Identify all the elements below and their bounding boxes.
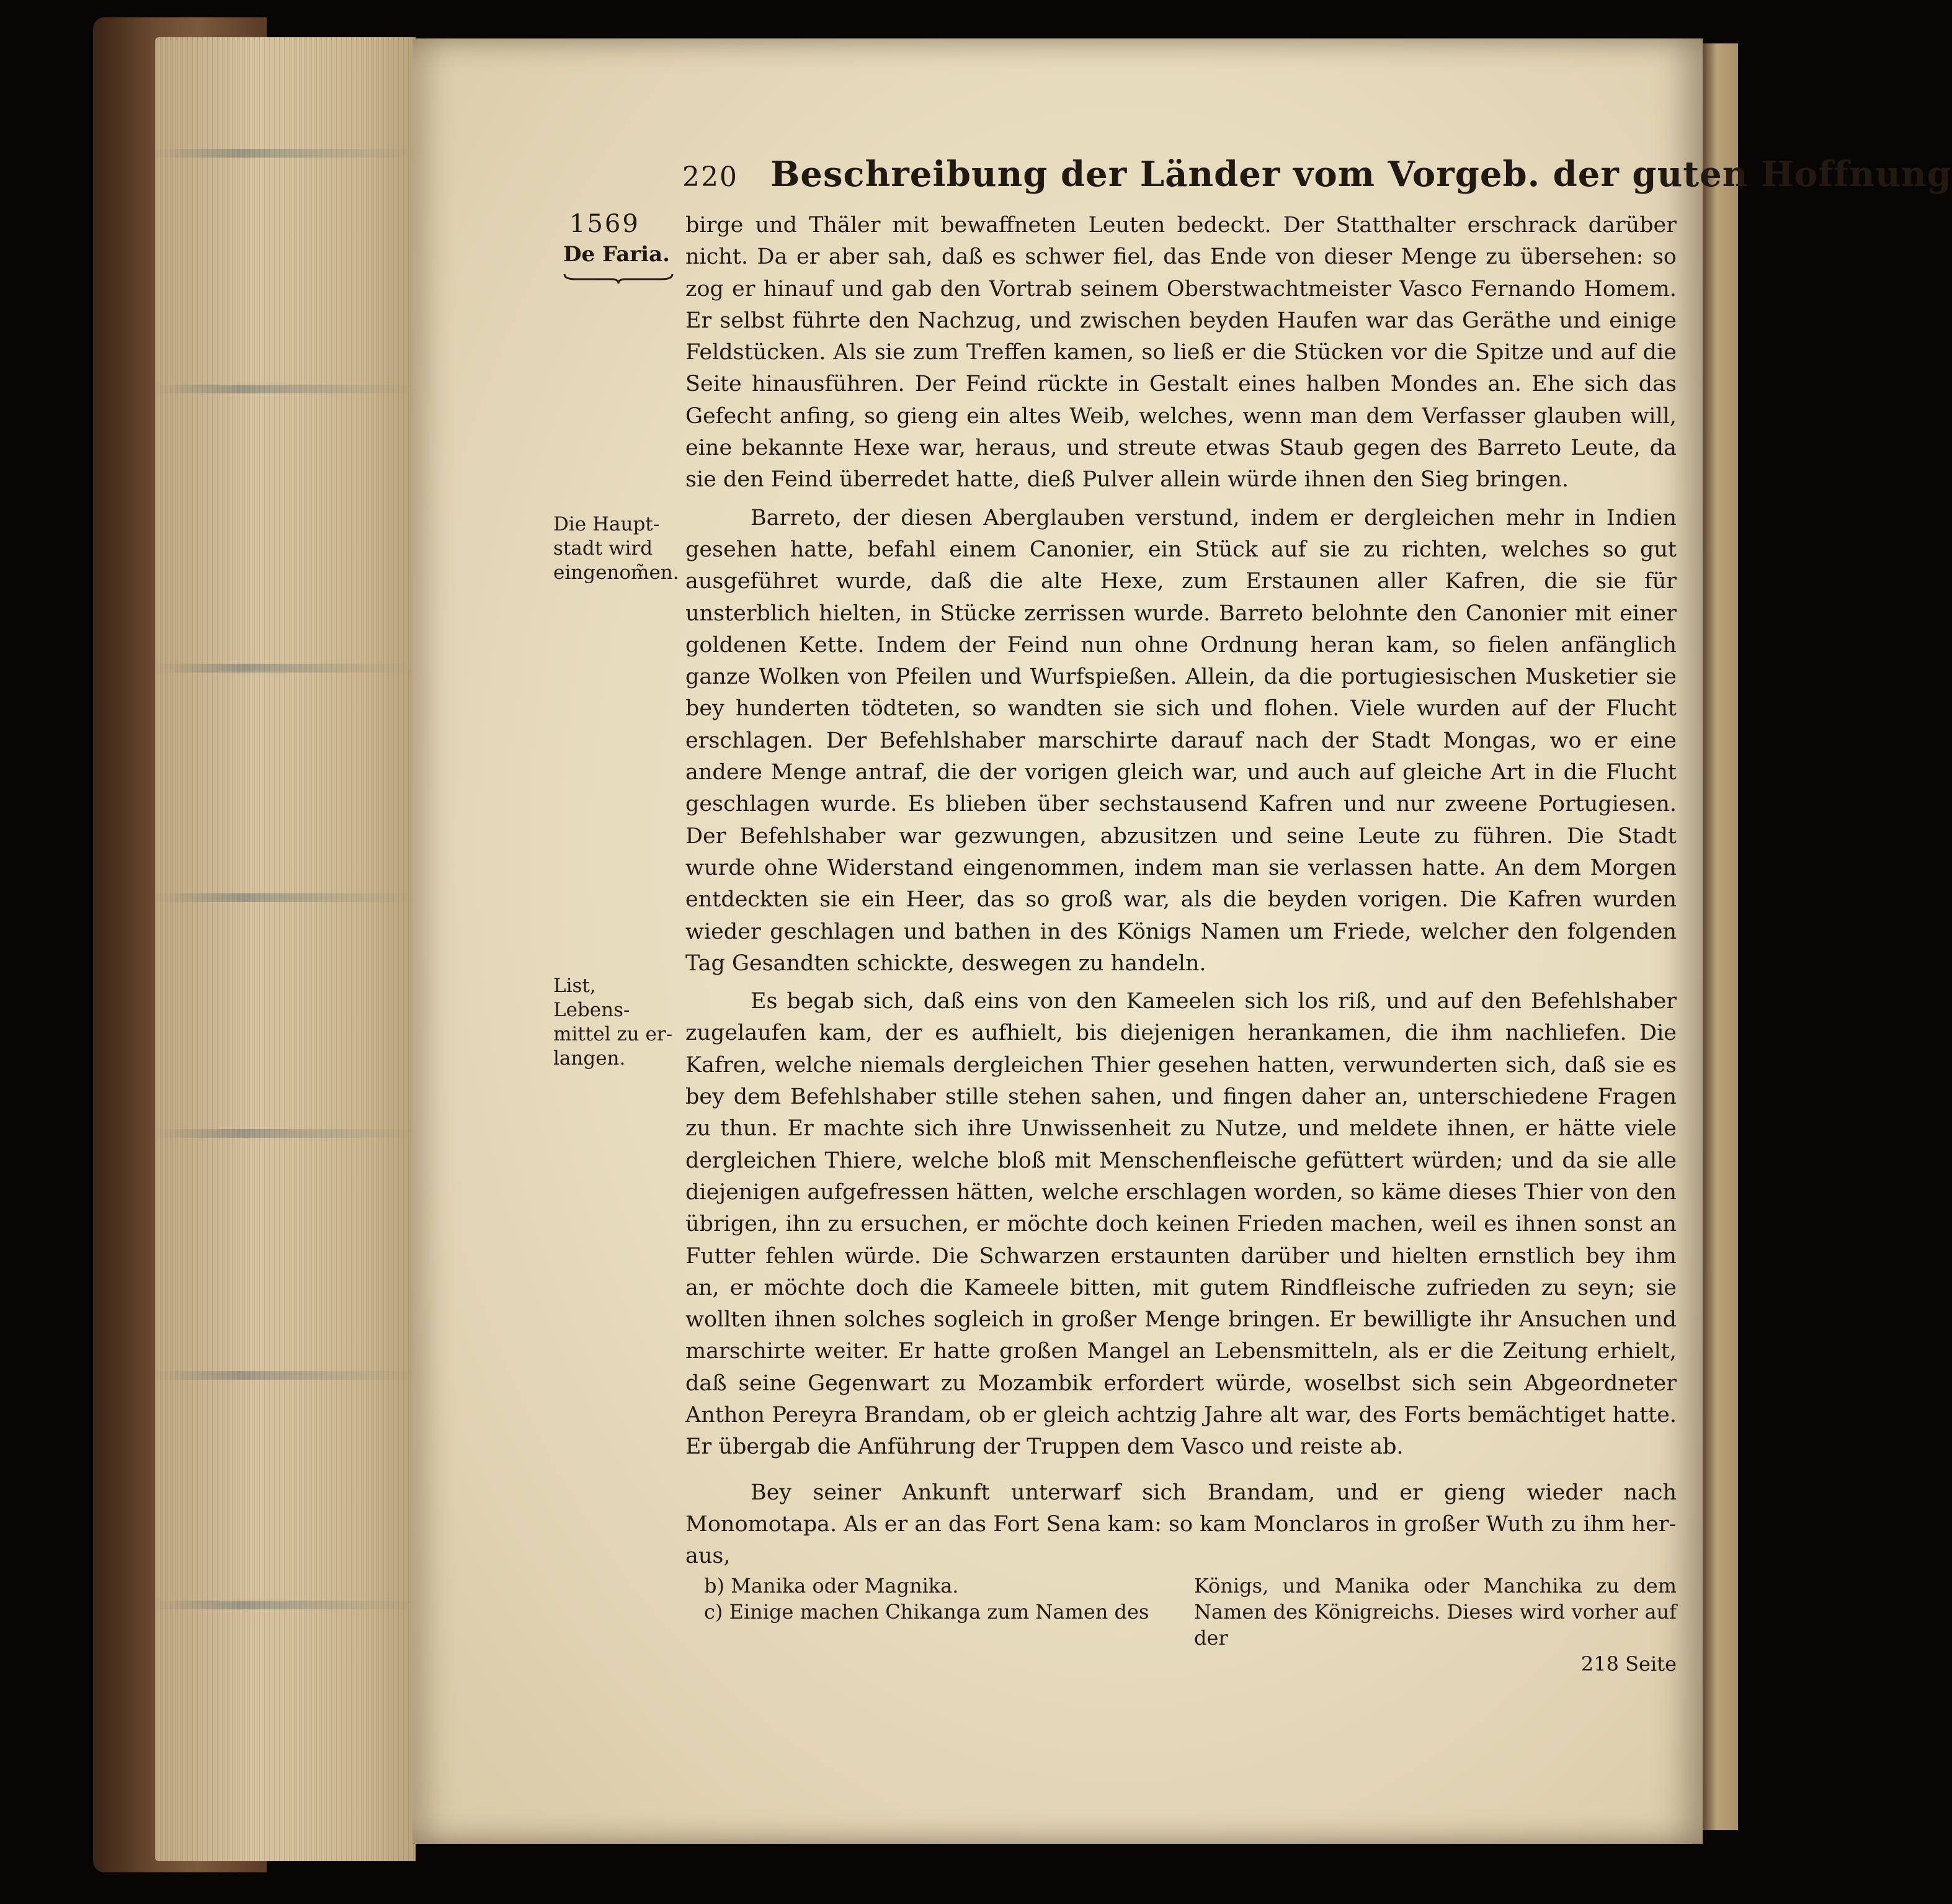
footnote-c-continued: Königs, und Manika oder Manchika zu dem Namen des Königreichs. Dieses wird vorher auf der (1194, 1574, 1677, 1650)
signature-line: 218 Seite (1580, 1652, 1677, 1676)
page-edge-stain (155, 664, 416, 673)
footnote-b: b) Manika oder Magnika. (704, 1574, 959, 1598)
paragraph: Bey seiner Ankunft unterwarf sich Brandam, und er gieng wieder nach Monomotapa. Als er an das Fort Sena kam: so kam Monclaros in großer Wuth zu ihm her- (685, 1480, 1677, 1537)
paragraph: birge und Thäler mit bewaffneten Leuten bedeckt. Der Statthalter erschrack darüber nicht. Da er aber sah, daß es schwer fiel, das Ende von dieser Menge zu übersehen: so zog er hinauf und gab den Vortrab seinem Oberstwachtmeister Vasco Fernando Homem. Er selbst führte den Nachzug, und zwischen beyden Haufen war das Geräthe und einige Feldstücken. Als sie zum Treffen kamen, so ließ er die Stücken vor die Spitze und auf die Seite hinausführen. Der Feind rückte in Gestalt eines halben Mondes an. Ehe sich das Gefecht anfing, so gieng ein altes Weib, welches, wenn man dem Verfasser glauben will, eine bekannte Hexe war, heraus, und streute etwas Staub gegen des Barreto Leute, da sie den Feind überredet hatte, dieß Pulver allein würde ihnen den Sieg bringen. (685, 213, 1677, 493)
page-header (682, 154, 1952, 203)
margin-note-provisions: List, Lebens-mittel zu er-langen. (553, 975, 673, 1070)
catchword: aus, (685, 1544, 731, 1569)
facing-page-edge (1703, 43, 1738, 1830)
footnotes-left-column (704, 1573, 1175, 1625)
margin-year: 1569 (569, 210, 640, 238)
page-edge-stain (155, 1371, 416, 1380)
page-number: 220 (682, 161, 738, 193)
page-edge-stain (155, 1129, 416, 1138)
main-text (685, 210, 1677, 1572)
page-edge-stain (155, 149, 416, 158)
footnotes-right-column (1194, 1573, 1677, 1677)
paragraph: Es begab sich, daß eins von den Kameelen sich los riß, und auf den Befehlshaber zugelaufen kam, der es aufhielt, bis diejenigen herankamen, die ihm nachliefen. Die Kafren, welche niemals dergleichen Thier gesehen hatten, verwunderten sich, daß sie es bey dem Befehlshaber stille stehen sahen, und fingen daher an, unterschiedene Fragen zu thun. Er machte sich ihre Unwissenheit zu Nutze, und meldete ihnen, er hätte viele dergleichen Thiere, welche bloß mit Menschenfleische gefüttert würden; und da sie alle diejenigen aufgefressen hätten, welche erschlagen worden, so käme dieses Thier von den übrigen, ihn zu ersuchen, er möchte doch keinen Frieden machen, weil es ihnen sonst an Futter fehlen würde. Die Schwarzen erstaunten darüber und hielten ernstlich bey ihm an, er möchte doch die Kameele bitten, mit gutem Rindfleische zufrieden zu seyn; sie wollten ihnen solches sogleich in großer Menge bringen. Er bewilligte ihr Ansuchen und marschirte weiter. Er hatte großen Mangel an Lebensmitteln, als er die Zeitung erhielt, daß seine Gegenwart zu Mozambik erfordert würde, woselbst sich sein Abgeordneter Anthon Pereyra Brandam, ob er gleich achtzig Jahre alt war, des Forts bemächtiget hatte. Er übergab die Anführung der Truppen dem Vasco und reiste ab. (685, 989, 1677, 1460)
running-title: Beschreibung der Länder vom Vorgeb. der guten Hoffnung (770, 154, 1952, 195)
paragraph: Barreto, der diesen Aberglauben verstund, indem er dergleichen mehr in Indien gesehen hatte, befahl einem Canonier, ein Stück auf sie zu richten, welches so gut ausgeführet wurde, daß die alte Hexe, zum Erstaunen aller Kafren, die sie für unsterblich hielten, in Stücke zerrissen wurde. Barreto belohnte den Canonier mit einer goldenen Kette. Indem der Feind nun ohne Ordnung heran kam, so fielen anfänglich ganze Wolken von Pfeilen und Wurfspießen. Allein, da die portugiesischen Musketier sie bey hunderten tödteten, so wandten sie sich und flohen. Viele wurden auf der Flucht erschlagen. Der Befehlshaber marschirte darauf nach der Stadt Mongas, wo er eine andere Menge antraf, die der vorigen gleich war, und auch auf gleiche Art in die Flucht geschlagen wurde. Es blieben über sechstausend Kafren und nur zweene Portugiesen. Der Befehlshaber war gezwungen, abzusitzen und seine Leute zu führen. Die Stadt wurde ohne Widerstand eingenommen, indem man sie verlassen hatte. An dem Morgen entdeckten sie ein Heer, das so groß war, als die beyden vorigen. Die Kafren wurden wieder geschlagen und bathen in des Königs Namen um Friede, welcher den folgenden Tag Gesandten schickte, deswegen zu handeln. (685, 505, 1677, 976)
margin-brace (563, 273, 674, 284)
page-edge-stain (155, 893, 416, 902)
page-edge-stain (155, 1601, 416, 1609)
margin-author: De Faria. (563, 242, 670, 267)
page-edge-stain (155, 385, 416, 393)
page-block-edge (155, 37, 416, 1861)
footnote-c: c) Einige machen Chikanga zum Namen des (704, 1600, 1149, 1624)
margin-note-capital: Die Haupt-stadt wird eingenom̃en. (553, 513, 679, 584)
